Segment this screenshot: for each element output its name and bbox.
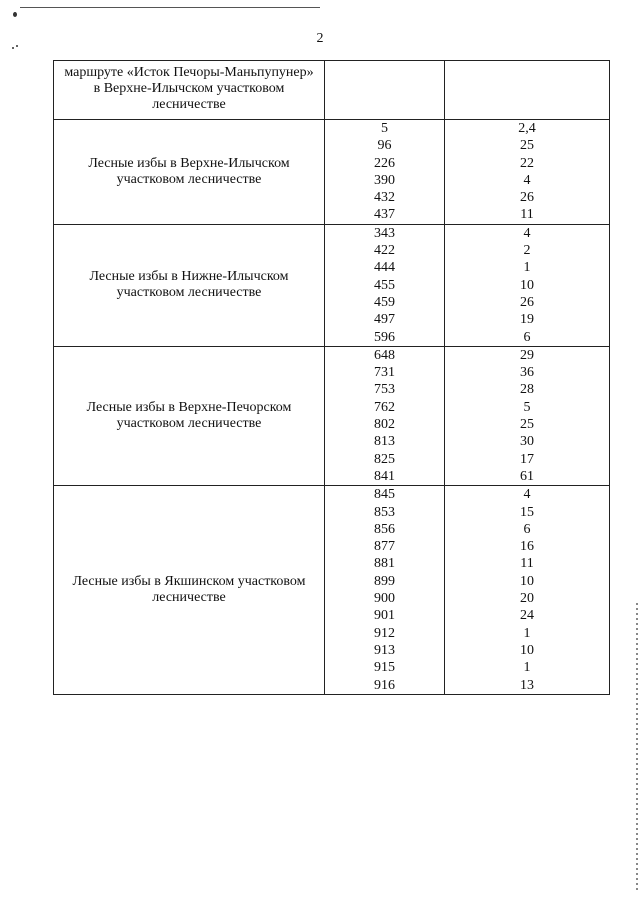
table-row xyxy=(54,486,610,695)
section-cell xyxy=(445,486,610,695)
quarter-number: 853 xyxy=(374,504,395,520)
section-number: 4 xyxy=(523,225,531,241)
quarter-number: 845 xyxy=(374,487,395,503)
section-number: 36 xyxy=(520,365,534,381)
section-number: 4 xyxy=(523,172,531,188)
section-number: 16 xyxy=(520,539,534,555)
section-number: 5 xyxy=(523,399,531,415)
section-number: 11 xyxy=(520,556,534,572)
quarter-number: 856 xyxy=(374,521,395,537)
section-number: 2,4 xyxy=(518,121,536,136)
quarter-cell xyxy=(325,486,445,695)
quarter-number: 881 xyxy=(374,556,395,572)
continuation-section-cell xyxy=(445,61,610,120)
quarter-number: 841 xyxy=(374,468,395,484)
group-name-cell: Лесные избы в Верхне-Печорском участковом лесничестве xyxy=(54,346,325,485)
section-number: 28 xyxy=(520,382,534,398)
quarter-number: 901 xyxy=(374,608,395,624)
quarter-cell xyxy=(325,120,445,225)
section-number: 20 xyxy=(520,591,534,607)
group-name-cell: Лесные избы в Верхне-Илычском участковом лесничестве xyxy=(54,120,325,225)
quarter-number: 648 xyxy=(374,347,395,363)
quarter-number: 226 xyxy=(374,155,395,171)
quarter-cell xyxy=(325,346,445,485)
section-number: 2 xyxy=(523,243,531,259)
quarter-number: 343 xyxy=(374,225,395,241)
section-number: 19 xyxy=(520,312,534,328)
quarter-number: 437 xyxy=(374,207,395,223)
top-rule xyxy=(20,7,320,8)
section-number: 1 xyxy=(523,625,531,641)
table-row xyxy=(54,346,610,485)
continuation-quarter-cell xyxy=(325,61,445,120)
table-row-continuation xyxy=(54,61,610,120)
section-number: 13 xyxy=(520,677,534,693)
quarter-number: 596 xyxy=(374,329,395,345)
scan-speck xyxy=(12,47,14,49)
quarter-number: 762 xyxy=(374,399,395,415)
group-name-cell: Лесные избы в Нижне-Илычском участковом лесничестве xyxy=(54,224,325,346)
section-number: 15 xyxy=(520,504,534,520)
quarter-number: 390 xyxy=(374,172,395,188)
section-cell xyxy=(445,224,610,346)
section-number: 6 xyxy=(523,521,531,537)
forest-huts-table xyxy=(53,60,610,695)
quarter-number: 899 xyxy=(374,573,395,589)
section-number: 10 xyxy=(520,642,534,658)
quarter-number: 753 xyxy=(374,382,395,398)
quarter-number: 444 xyxy=(374,260,395,276)
group-name-cell: Лесные избы в Якшинском участковом лесничестве xyxy=(54,486,325,695)
quarter-number: 877 xyxy=(374,539,395,555)
section-number: 11 xyxy=(520,207,534,223)
section-cell xyxy=(445,346,610,485)
quarter-number: 912 xyxy=(374,625,395,641)
quarter-number: 900 xyxy=(374,591,395,607)
section-number: 26 xyxy=(520,294,534,310)
section-number: 6 xyxy=(523,329,531,345)
quarter-number: 731 xyxy=(374,365,395,381)
section-number: 25 xyxy=(520,417,534,433)
quarter-number: 913 xyxy=(374,642,395,658)
page-number: 2 xyxy=(316,31,324,46)
quarter-number: 813 xyxy=(374,434,395,450)
quarter-number: 825 xyxy=(374,451,395,467)
section-number: 4 xyxy=(523,487,531,503)
scan-speck xyxy=(13,12,17,17)
section-number: 10 xyxy=(520,573,534,589)
table-row xyxy=(54,120,610,225)
section-number: 25 xyxy=(520,138,534,154)
section-number: 29 xyxy=(520,347,534,363)
quarter-number: 497 xyxy=(374,312,395,328)
quarter-number: 5 xyxy=(381,121,388,136)
section-number: 61 xyxy=(520,468,534,484)
scan-edge xyxy=(636,600,638,890)
section-number: 17 xyxy=(520,451,534,467)
section-cell xyxy=(445,120,610,225)
section-number: 1 xyxy=(523,660,531,676)
quarter-cell xyxy=(325,224,445,346)
quarter-number: 432 xyxy=(374,190,395,206)
section-number: 1 xyxy=(523,260,531,276)
section-number: 22 xyxy=(520,155,534,171)
quarter-number: 455 xyxy=(374,277,395,293)
quarter-number: 96 xyxy=(377,138,392,154)
table-row xyxy=(54,224,610,346)
section-number: 10 xyxy=(520,277,534,293)
quarter-number: 915 xyxy=(374,660,395,676)
section-number: 30 xyxy=(520,434,534,450)
quarter-number: 422 xyxy=(374,243,395,259)
section-number: 24 xyxy=(520,608,534,624)
section-number: 26 xyxy=(520,190,534,206)
quarter-number: 916 xyxy=(374,677,395,693)
quarter-number: 802 xyxy=(374,417,395,433)
quarter-number: 459 xyxy=(374,294,395,310)
continuation-name-cell: маршруте «Исток Печоры-Маньпупунер» в Верхне-Илычском участковом лесничестве xyxy=(54,61,325,120)
